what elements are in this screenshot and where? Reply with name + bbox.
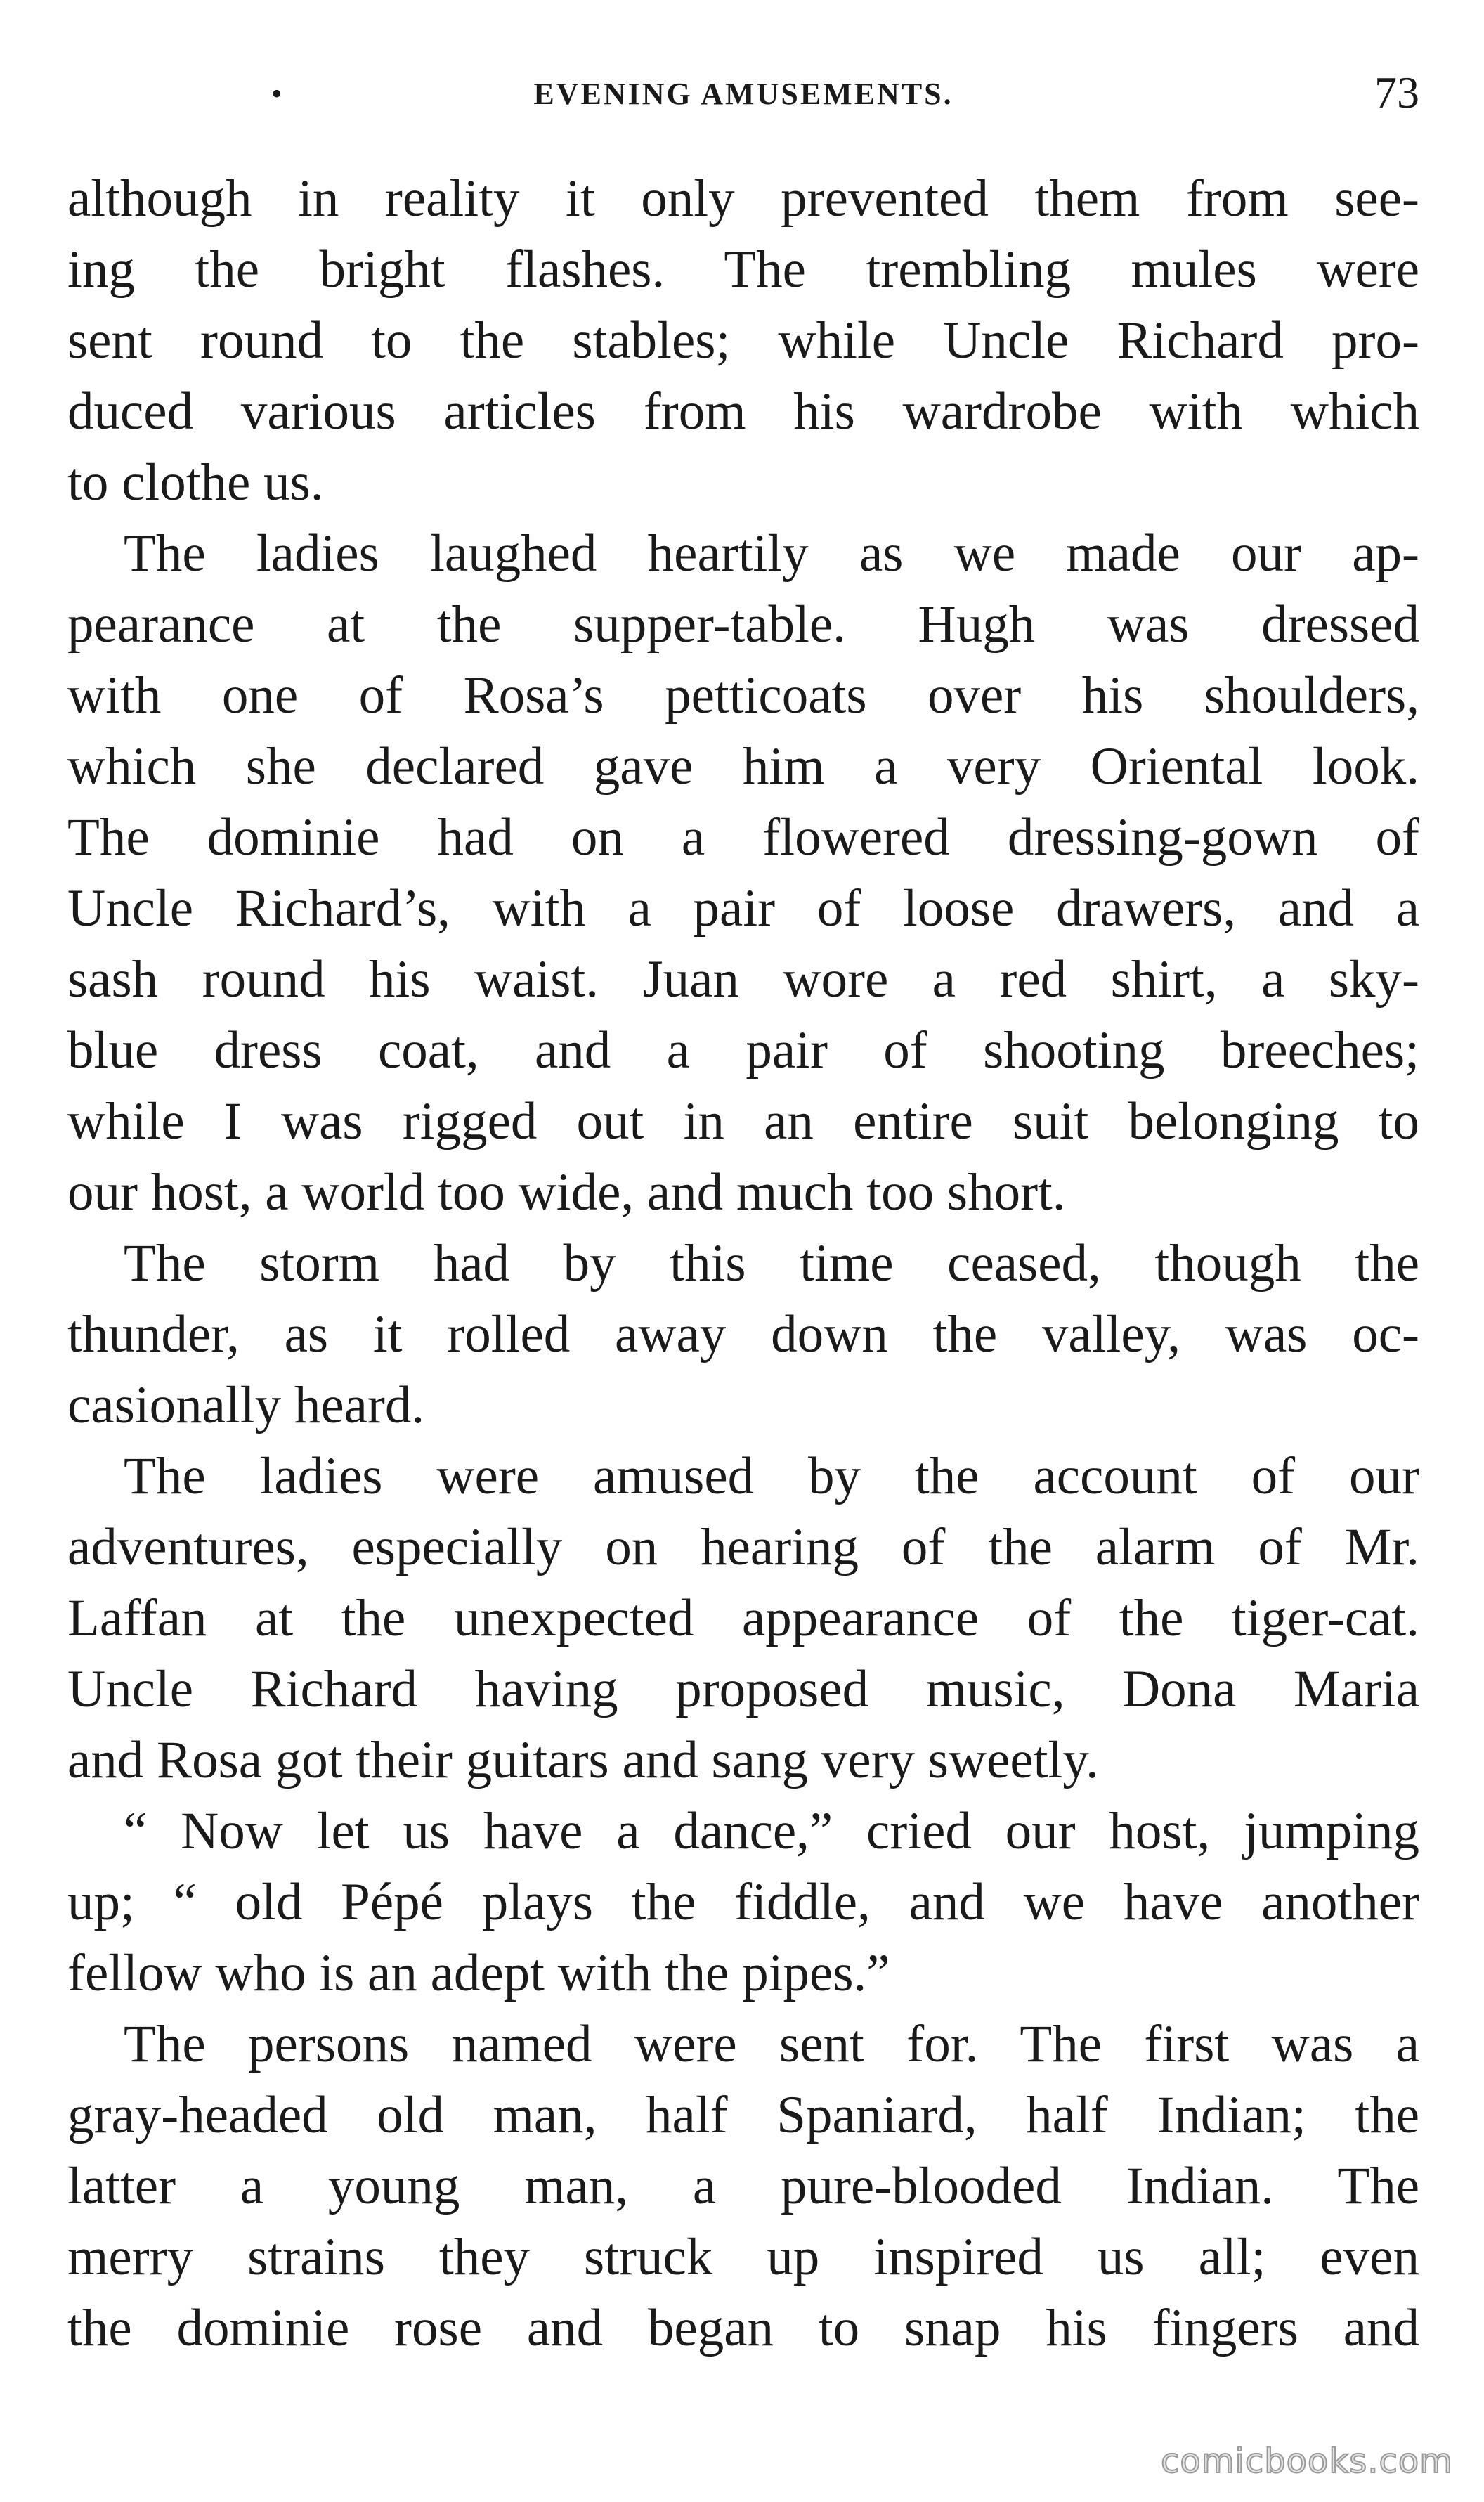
header-marker: •: [271, 77, 282, 111]
text-line: Uncle Richard’s, with a pair of loose drawers, and a: [67, 879, 1419, 938]
text-line: Uncle Richard having proposed music, Dona Maria: [67, 1660, 1419, 1718]
text-line: pearance at the supper-table. Hugh was dressed: [67, 595, 1419, 654]
text-line: duced various articles from his wardrobe with which: [67, 382, 1419, 441]
text-line: thunder, as it rolled away down the valley, was oc-: [67, 1305, 1419, 1363]
text-line: The storm had by this time ceased, though the: [124, 1234, 1419, 1292]
text-line: while I was rigged out in an entire suit belonging to: [67, 1092, 1419, 1150]
chapter-title: EVENING AMUSEMENTS.: [533, 77, 953, 111]
text-line: gray-headed old man, half Spaniard, half Indian; the: [67, 2086, 1419, 2144]
text-line: the dominie rose and began to snap his fingers and: [67, 2299, 1419, 2357]
text-line: merry strains they struck up inspired us all; even: [67, 2228, 1419, 2286]
text-line: sent round to the stables; while Uncle Richard pro-: [67, 311, 1419, 370]
text-line: although in reality it only prevented them from see-: [67, 169, 1419, 228]
watermark: comicbooks.com: [1160, 2442, 1453, 2481]
text-line: “ Now let us have a dance,” cried our host, jumping: [124, 1802, 1419, 1860]
text-line: Laffan at the unexpected appearance of the tiger-cat.: [67, 1589, 1419, 1647]
text-line: adventures, especially on hearing of the alarm of Mr.: [67, 1518, 1419, 1576]
text-line: blue dress coat, and a pair of shooting breeches;: [67, 1021, 1419, 1080]
text-line: casionally heard.: [67, 1376, 425, 1434]
running-head: [67, 59, 1419, 122]
text-line: our host, a world too wide, and much too short.: [67, 1163, 1066, 1221]
text-line: sash round his waist. Juan wore a red shirt, a sky-: [67, 950, 1419, 1009]
text-line: to clothe us.: [67, 453, 324, 512]
text-line: up; “ old Pépé plays the fiddle, and we have another: [67, 1873, 1419, 1931]
text-line: The ladies laughed heartily as we made our ap-: [124, 524, 1419, 583]
body-text: [67, 163, 1419, 2364]
text-line: and Rosa got their guitars and sang very sweetly.: [67, 1731, 1099, 1789]
text-line: fellow who is an adept with the pipes.”: [67, 1944, 890, 2002]
text-line: which she declared gave him a very Oriental look.: [67, 737, 1419, 796]
text-line: latter a young man, a pure-blooded Indian. The: [67, 2157, 1419, 2215]
page-number: 73: [1374, 67, 1419, 117]
text-line: The persons named were sent for. The first was a: [124, 2015, 1419, 2073]
text-line: The dominie had on a flowered dressing-gown of: [67, 808, 1419, 867]
text-line: with one of Rosa’s petticoats over his shoulders,: [67, 666, 1419, 725]
text-line: ing the bright flashes. The trembling mules were: [67, 240, 1419, 299]
text-line: The ladies were amused by the account of our: [124, 1447, 1419, 1505]
